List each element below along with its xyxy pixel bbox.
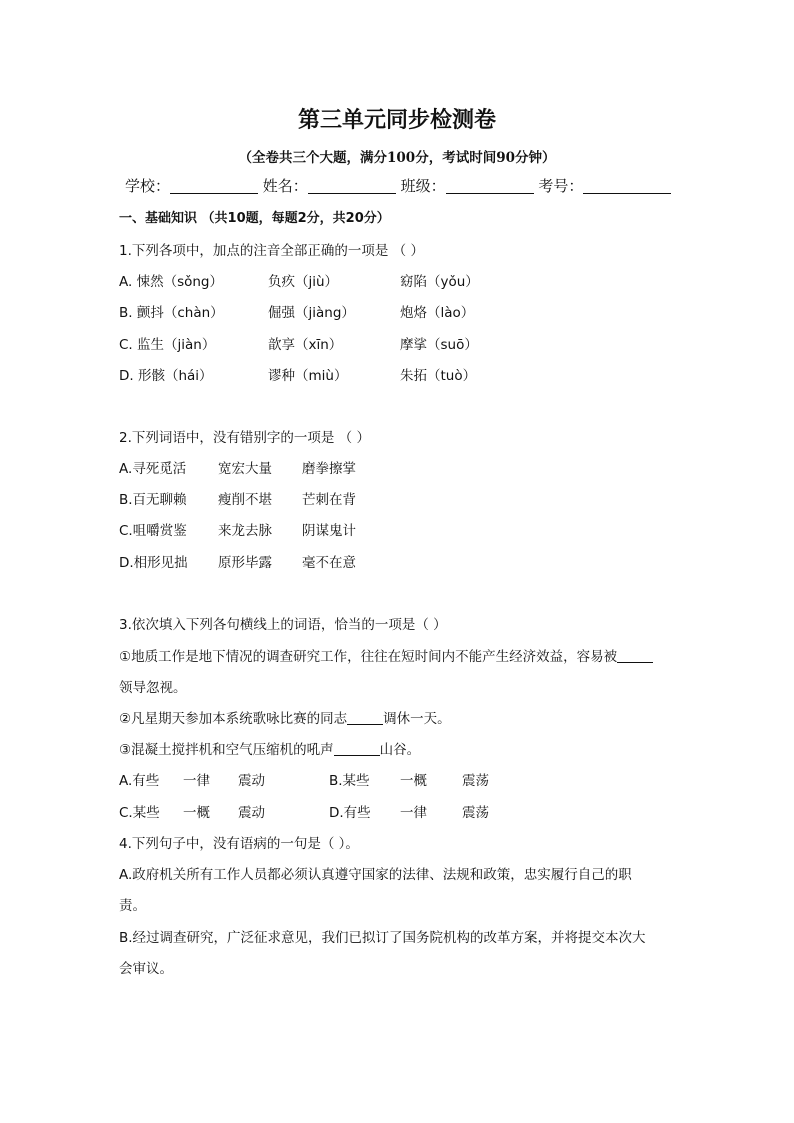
q2-option-c: C.咀嚼赏鉴 (119, 523, 187, 539)
question-1-stem: 1.下列各项中，加点的注音全部正确的一项是 （ ） (119, 243, 424, 259)
q3-option-a: A.有些 (119, 773, 160, 789)
name-blank[interactable] (308, 178, 396, 194)
q2-option-d-item3: 毫不在意 (302, 555, 356, 571)
q3-option-a-item2: 一律 (183, 773, 210, 789)
q1-option-a-item2: 负疚（jiù） (268, 274, 339, 290)
q4-option-a: A.政府机关所有工作人员都必须认真遵守国家的法律、法规和政策，忠实履行自己的职 (119, 867, 632, 883)
q3-blank-3[interactable] (334, 742, 380, 756)
q3-option-c: C.某些 (119, 805, 160, 821)
q1-option-d-item3: 朱拓（tuò） (400, 368, 477, 384)
question-3-stem: 3.依次填入下列各句横线上的词语，恰当的一项是（ ） (119, 617, 447, 633)
exam-number-label: 考号： (538, 177, 584, 195)
q2-option-c-item2: 来龙去脉 (218, 523, 272, 539)
q3-sentence-2-text: ②凡星期天参加本系统歌咏比赛的同志 (119, 711, 348, 727)
q3-sentence-3 (119, 738, 420, 758)
q1-option-a-item3: 窈陷（yǒu） (400, 274, 479, 290)
q3-option-b: B.某些 (329, 773, 370, 789)
question-2-stem: 2.下列词语中，没有错别字的一项是 （ ） (119, 430, 370, 446)
q3-sentence-1-cont: 领导忽视。 (119, 680, 187, 696)
q2-option-b-item3: 芒刺在背 (302, 492, 356, 508)
q3-option-b-item3: 震荡 (462, 773, 489, 789)
q4-option-b-cont: 会审议。 (119, 961, 173, 977)
q1-option-c: C. 监生（jiàn） (119, 337, 216, 353)
page-title: 第三单元同步检测卷 (297, 107, 496, 133)
name-label: 姓名： (262, 177, 308, 195)
q3-option-c-item2: 一概 (183, 805, 210, 821)
q1-option-b-item2: 倔强（jiàng） (268, 305, 355, 321)
exam-subtitle: （全卷共三个大题，满分100分，考试时间90分钟） (238, 150, 556, 166)
student-info-row (125, 175, 671, 196)
q3-option-a-item3: 震动 (238, 773, 265, 789)
class-blank[interactable] (446, 178, 534, 194)
q1-option-a: A. 悚然（sǒng） (119, 274, 223, 290)
section-heading: 一、基础知识 （共10题，每题2分，共20分） (119, 211, 390, 226)
q3-option-c-item3: 震动 (238, 805, 265, 821)
q1-option-d-item2: 谬种（miù） (268, 368, 348, 384)
question-4-stem: 4.下列句子中，没有语病的一句是（ ）。 (119, 836, 359, 852)
q3-blank-2[interactable] (347, 711, 383, 725)
q2-option-b: B.百无聊赖 (119, 492, 187, 508)
q3-option-d-item2: 一律 (400, 805, 427, 821)
q4-option-b: B.经过调查研究，广泛征求意见，我们已拟订了国务院机构的改革方案，并将提交本次大 (119, 930, 646, 946)
q2-option-d-item2: 原形毕露 (218, 555, 272, 571)
school-label: 学校： (125, 177, 171, 195)
q1-option-c-item2: 歆享（xīn） (268, 337, 343, 353)
q2-option-c-item3: 阴谋鬼计 (302, 523, 356, 539)
q3-option-d: D.有些 (329, 805, 371, 821)
q2-option-a-item2: 宽宏大量 (218, 461, 272, 477)
class-label: 班级： (400, 177, 446, 195)
q1-option-d: D. 形骸（hái） (119, 368, 213, 384)
q1-option-c-item3: 摩挲（suō） (400, 337, 478, 353)
school-blank[interactable] (170, 178, 258, 194)
q2-option-b-item2: 瘦削不堪 (218, 492, 272, 508)
q3-sentence-3-end: 山谷。 (379, 742, 421, 758)
q4-option-a-cont: 责。 (119, 898, 146, 914)
q2-option-d: D.相形见拙 (119, 555, 188, 571)
q1-option-b: B. 颤抖（chàn） (119, 305, 224, 321)
q3-sentence-3-text: ③混凝土搅拌机和空气压缩机的吼声 (119, 742, 334, 758)
exam-number-blank[interactable] (583, 178, 671, 194)
q2-option-a-item3: 磨拳擦掌 (302, 461, 356, 477)
q3-option-b-item2: 一概 (400, 773, 427, 789)
q3-blank-1[interactable] (617, 649, 653, 663)
q3-sentence-2-end: 调休一天。 (383, 711, 451, 727)
q3-sentence-1-text: ①地质工作是地下情况的调查研究工作，往往在短时间内不能产生经济效益，容易被 (119, 649, 618, 665)
q3-sentence-1 (119, 645, 653, 665)
q3-option-d-item3: 震荡 (462, 805, 489, 821)
q2-option-a: A.寻死觅活 (119, 461, 187, 477)
q3-sentence-2 (119, 707, 451, 727)
q1-option-b-item3: 炮烙（lào） (400, 305, 475, 321)
